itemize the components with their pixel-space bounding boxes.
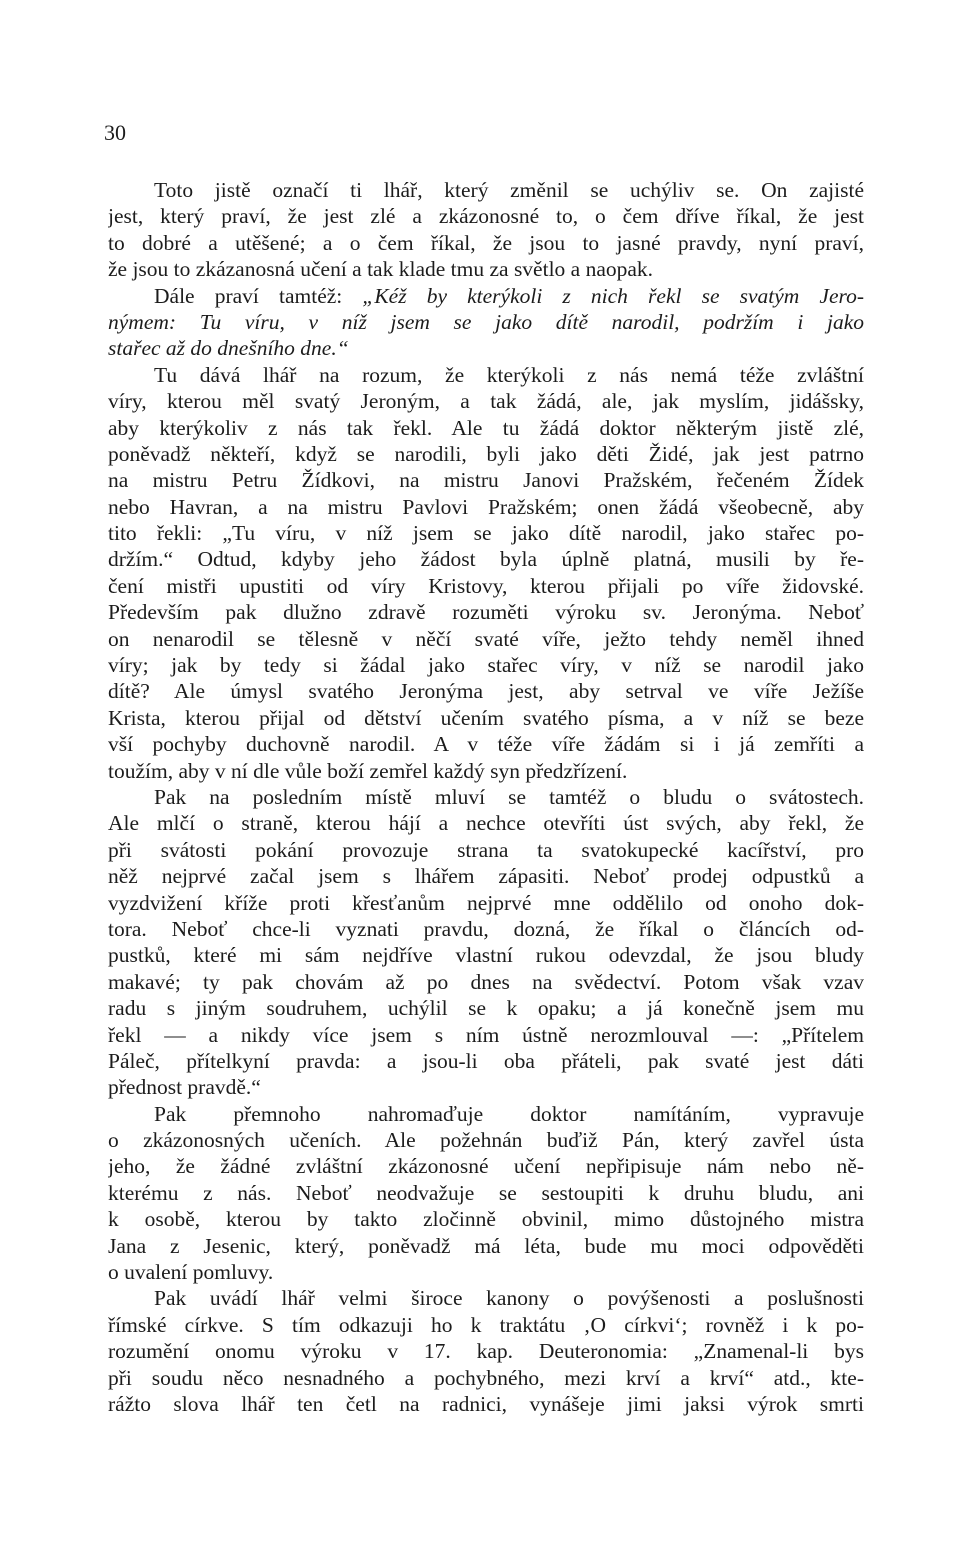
text-line: poněvadž někteří, když se narodili, byli jako děti Židé, jak jest patrno <box>108 441 864 466</box>
page-number: 30 <box>104 120 126 145</box>
text-line: při soudu něco nesnadného a pochybného, mezi krví a krví“ atd., kte- <box>108 1365 864 1390</box>
text-line: římské církve. S tím odkazuji ho k traktátu ‚O církvi‘; rovněž i k po- <box>108 1312 864 1337</box>
text-line: o uvalení pomluvy. <box>108 1260 274 1285</box>
text-line: nýmem: Tu víru, v níž jsem se jako dítě narodil, podržím i jako <box>108 309 864 334</box>
text-line: víry; jak by tedy si žádal jako stařec víry, v níž se narodil jako <box>108 653 864 678</box>
text-line: pustků, které mi sám nejdříve vlastní rukou odevzdal, že jsou bludy <box>108 943 864 968</box>
text-line: o zkázonosných učeních. Ale požehnán buďiž Pán, který zavřel ústa <box>108 1128 864 1153</box>
text-line: jeho, že žádné zvláštní zkázonosné učení nepřipisuje nám nebo ně- <box>108 1154 864 1179</box>
text-line: rozumění onomu výroku v 17. kap. Deuteronomia: „Znamenal-li bys <box>108 1339 864 1364</box>
text-line: vší pochyby duchovně narodil. A v téže víře žádám si i já zemříti a <box>108 732 864 757</box>
text-line: k osobě, kterou by takto zločinně obvinil, mimo důstojného mistra <box>108 1207 864 1232</box>
text-line: Pak na posledním místě mluví se tamtéž o bludu o svátostech. <box>154 784 864 809</box>
text-line: Toto jistě označí ti lhář, který změnil se uchýliv se. On zajisté <box>154 178 864 202</box>
text-line: on nenarodil se tělesně v něčí svaté víře, ježto tehdy neměl ihned <box>108 626 864 651</box>
text-line: čení mistři upustiti od víry Kristovy, kterou přijali po víře židovské. <box>108 573 864 598</box>
text-line: Ale mlčí o straně, kterou hájí a nechce otevříti úst svých, aby řekl, že <box>108 811 864 836</box>
text-line: rážto slova lhář ten četl na radnici, vynášeje jimi jaksi výrok smrti <box>108 1391 864 1416</box>
text-line: dítě? Ale úmysl svatého Jeronýma jest, aby setrval ve víře Ježíše <box>108 679 864 704</box>
text-line: něž nejprvé začal jsem s lhářem zápasiti. Neboť prodej odpustků a <box>108 864 864 889</box>
text-line: přednost pravdě.“ <box>108 1075 261 1100</box>
text-line: jest, který praví, že jest zlé a zkázonosné to, o čem dříve říkal, že jest <box>108 204 864 229</box>
text-span: „Kéž by kterýkoli z nich řekl se svatým Jero- <box>362 283 864 308</box>
text-line: Tu dává lhář na rozum, že kterýkoli z nás nemá téže zvláštní <box>154 362 864 387</box>
text-line: Především pak dlužno zdravě rozuměti výroku sv. Jeronýma. Neboť <box>108 600 864 625</box>
text-line: že jsou to zkázanosná učení a tak klade tmu za světlo a naopak. <box>108 257 654 282</box>
text-line: při svátosti pokání provozuje strana ta svatokupecké kacířství, pro <box>108 837 864 862</box>
text-line: Krista, kterou přijal od dětství učením svatého písma, a v níž se beze <box>108 705 864 730</box>
text-line: tora. Neboť chce-li vyznati pravdu, dozná, že říkal o článcích od- <box>108 916 864 941</box>
body-text <box>108 177 864 1417</box>
text-line: tito řekli: „Tu víru, v níž jsem se jako dítě narodil, jako stařec po- <box>108 521 864 546</box>
text-line: držím.“ Odtud, kdyby jeho žádost byla úplně platná, musili by ře- <box>108 547 864 572</box>
text-line: kterému z nás. Neboť neodvažuje se sestoupiti k druhu bludu, ani <box>108 1180 864 1205</box>
text-line: vyzdvižení kříže proti křesťanům nejprvé mne oddělilo od onoho dok- <box>108 890 864 915</box>
text-line: nebo Havran, a na mistru Pavlovi Pražském; onen žádá všeobecně, aby <box>108 494 864 519</box>
text-line: toužím, aby v ní dle vůle boží zemřel každý syn předzřízení. <box>108 758 628 783</box>
text-line: na mistru Petru Žídkovi, na mistru Janovi Pražském, řečeném Žídek <box>108 468 864 493</box>
text-line: aby kterýkoliv z nás tak řekl. Ale tu žádá doktor některým jistě zlé, <box>108 415 864 440</box>
text-line: Pak uvádí lhář velmi široce kanony o povýšenosti a poslušnosti <box>154 1286 864 1311</box>
text-line: řekl — a nikdy více jsem s ním ústně nerozmlouval —: „Přítelem <box>108 1022 864 1047</box>
text-line: víry, kterou měl svatý Jeroným, a tak žádá, ale, jak myslím, jidášsky, <box>108 389 864 414</box>
text-line <box>108 283 864 309</box>
text-line: Páleč, přítelkyní pravda: a jsou-li oba přáteli, pak svaté jest dáti <box>108 1048 864 1073</box>
text-line: Jana z Jesenic, který, poněvadž má léta, bude mu moci odpověděti <box>108 1233 864 1258</box>
text-line: to dobré a utěšené; a o čem říkal, že jsou to jasné pravdy, nyní praví, <box>108 230 864 255</box>
text-span: Dále praví tamtéž: <box>154 283 363 308</box>
text-line: radu s jiným soudruhem, uchýlil se k opaku; a já konečně jsem mu <box>108 996 864 1021</box>
text-line: Pak přemnoho nahromaďuje doktor namítáním, vypravuje <box>154 1101 864 1126</box>
text-line: makavé; ty pak chovám až po dnes na svědectví. Potom však vzav <box>108 969 864 994</box>
text-line: stařec až do dnešního dne.“ <box>108 336 349 361</box>
